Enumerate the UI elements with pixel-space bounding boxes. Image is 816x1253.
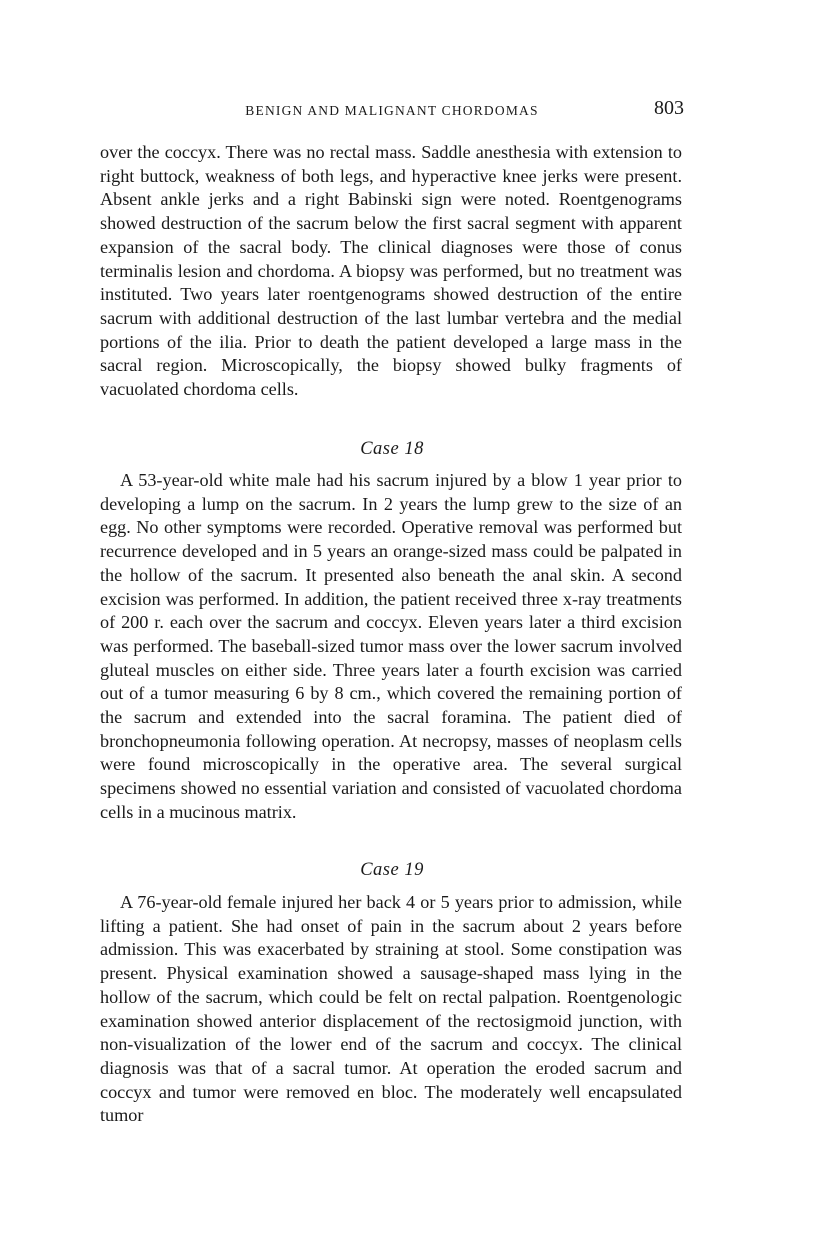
paragraph-text: A 76-year-old female injured her back 4 or 5 years prior to admission, while lifting a patient. She had onset of pain in the sacrum about 2 years before admission. This was exacerbated by straining at stool. Some constipation was present. Physical examination showed a sausage-shaped mass lying in the hollow of the sacrum, which could be felt on rectal palpation. Roentgenologic examination showed anterior displacement of the rectosigmoid junction, with non-visualization of the lower end of the sacrum and coccyx. The clinical diagnosis was that of a sacral tumor. At operation the eroded sacrum and coccyx and tumor were removed en bloc. The moderately well encapsulated tumor [100,892,682,1126]
paragraph-case-18 [100,469,682,825]
page-number: 803 [654,97,684,119]
heading-case-19: Case 19 [360,860,424,880]
paragraph-text: A 53-year-old white male had his sacrum injured by a blow 1 year prior to developing a lump on the sacrum. In 2 years the lump grew to the size of an egg. No other symptoms were recorded. Operative removal was performed but recurrence developed and in 5 years an orange-sized mass could be palpated in the hollow of the sacrum. It presented also beneath the anal skin. A second excision was performed. In addition, the patient received three x-ray treatments of 200 r. each over the sacrum and coccyx. Eleven years later a third excision was performed. The baseball-sized tumor mass over the lower sacrum involved gluteal muscles on either side. Three years later a fourth excision was carried out of a tumor measuring 6 by 8 cm., which covered the remaining portion of the sacrum and extended into the sacral foramina. The patient died of bronchopneumonia following operation. At necropsy, masses of neoplasm cells were found microscopically in the operative area. The several surgical specimens showed no essential variation and consisted of vacuolated chordoma cells in a mucinous matrix. [100,470,682,822]
running-head [100,97,684,126]
running-head-title: BENIGN AND MALIGNANT CHORDOMAS [245,103,539,118]
heading-case-18: Case 18 [360,439,424,459]
paragraph-case-17-continued [100,141,682,402]
paragraph-text: over the coccyx. There was no rectal mass. Saddle anesthesia with extension to right buttock, weakness of both legs, and hyperactive knee jerks were present. Absent ankle jerks and a right Babinski sign were noted. Roentgenograms showed destruction of the sacrum below the first sacral segment with apparent expansion of the sacral body. The clinical diagnoses were those of conus terminalis lesion and chordoma. A biopsy was performed, but no treatment was instituted. Two years later roentgenograms showed destruction of the entire sacrum with additional destruction of the last lumbar vertebra and the medial portions of the ilia. Prior to death the patient developed a large mass in the sacral region. Microscopically, the biopsy showed bulky fragments of vacuolated chordoma cells. [100,142,682,400]
paragraph-case-19 [100,891,682,1128]
